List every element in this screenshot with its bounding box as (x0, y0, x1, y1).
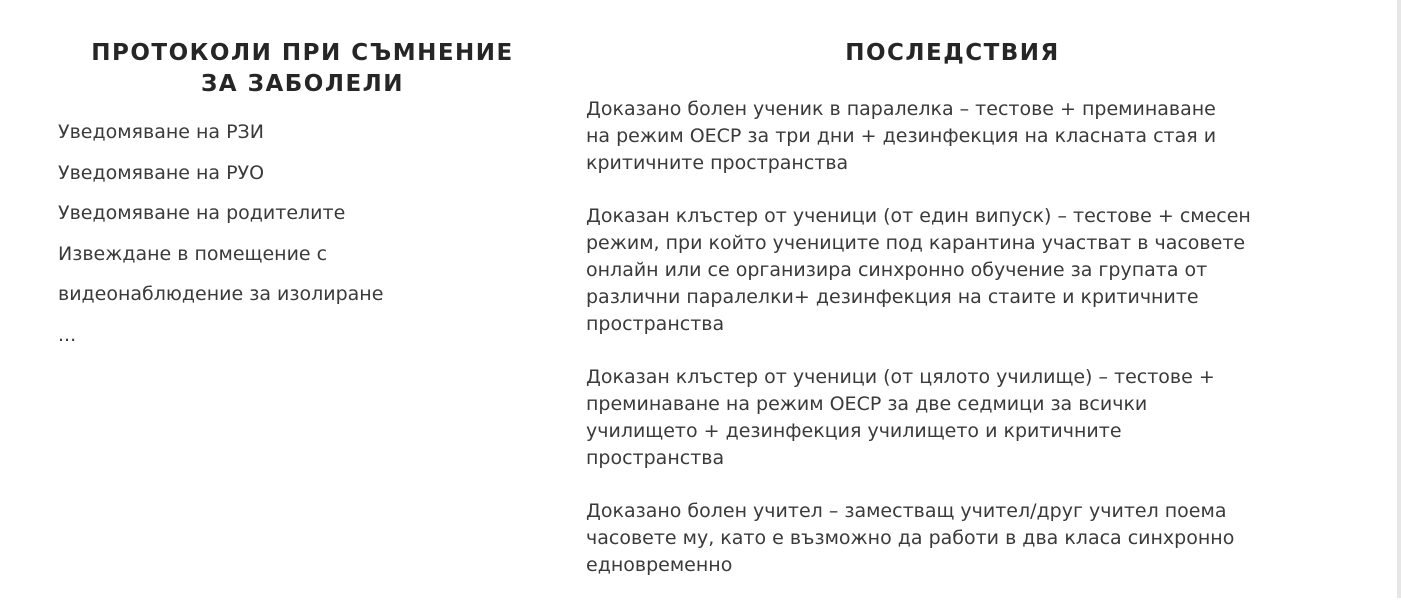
page-edge-divider (1397, 0, 1401, 598)
protocols-list (58, 112, 508, 355)
protocols-heading: ПРОТОКОЛИ ПРИ СЪМНЕНИЕ ЗА ЗАБОЛЕЛИ (91, 40, 514, 97)
protocol-item-notify-parents: Уведомяване на родителите (58, 202, 346, 224)
protocol-item-notify-rzi: Уведомяване на РЗИ (58, 121, 264, 143)
consequence-sick-student: Доказано болен ученик в паралелка – тестове + преминаване на режим ОЕСР за три дни + дезинфекция на класната стая и критичните пространства (586, 98, 1217, 174)
consequences-list (586, 96, 1326, 605)
protocol-item-isolation-room: Извеждане в помещение с видеонаблюдение за изолиране (58, 242, 384, 305)
protocol-item-ellipsis: ... (58, 323, 77, 346)
consequences-heading: ПОСЛЕДСТВИЯ (845, 40, 1060, 66)
consequence-cluster-whole-school: Доказан клъстер от ученици (от цялото училище) – тестове + преминаване на режим ОЕСР за две седмици за всички училището + дезинфекция училището и критичните пространства (586, 366, 1215, 469)
protocol-item-notify-ruo: Уведомяване на РУО (58, 161, 265, 184)
consequence-cluster-one-grade: Доказан клъстер от ученици (от един випуск) – тестове + смесен режим, при който учениците под карантина участват в часовете онлайн или се организира синхронно обучение за групата от различни паралелки+ дезинфекция на стаите и критичните пространства (586, 205, 1251, 335)
consequence-sick-teacher: Доказано болен учител – заместващ учител/друг учител поема часовете му, като е възможно да работи в два класа синхронно едновременно (586, 500, 1235, 576)
